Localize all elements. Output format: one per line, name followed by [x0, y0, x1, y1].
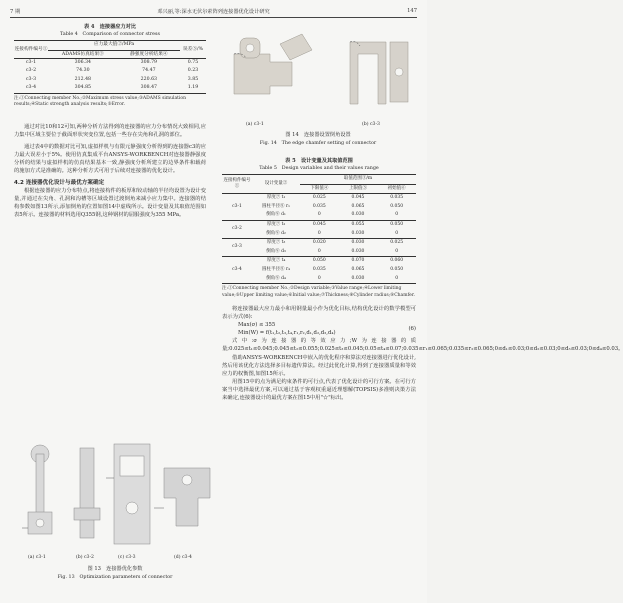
table-row	[14, 67, 206, 76]
table-cell: 圆柱半径⑧ r₁	[262, 203, 290, 209]
table-cell: 0.070	[351, 258, 365, 264]
table-cell: 0.065	[351, 266, 365, 272]
table5-head-initial: 初始值⑥	[387, 185, 406, 191]
table-cell: 0.050	[312, 258, 326, 264]
table-cell: 0	[317, 212, 321, 218]
table4-note: 注:①Connecting member No.;②Maximum stress value;③ADAMS simulation results;④Static strength analysis results;⑤Error.	[14, 95, 186, 108]
table-cell: 308.79	[140, 59, 158, 65]
table5-title-en: Table 5 Design variables and their values range	[259, 166, 379, 171]
table-row	[222, 266, 416, 275]
table5-note: 注:①Connecting member No.;②Design variable;③Value range;④Lower limiting value;⑤Upper limiting value;⑥Initial value;⑦Thickness;⑧Cylinder radius;⑨Chamfer.	[222, 286, 415, 298]
table-row	[14, 58, 206, 67]
table-cell: 0.045	[351, 195, 365, 201]
chamfer-drawing	[220, 24, 416, 120]
table5-head-lower: 下限值④	[310, 185, 329, 191]
table-row	[222, 239, 416, 248]
table4	[14, 40, 206, 94]
left-column	[14, 24, 206, 219]
table-cell: 1.19	[187, 85, 199, 91]
table-cell: 厚度⑦ t₄	[266, 258, 286, 264]
table4-head-id: 连接构件编号①	[14, 46, 48, 52]
table-cell: 308.47	[140, 85, 158, 91]
table-cell: c3-3	[25, 76, 37, 82]
table-cell: 倒角⑨ d₂	[266, 230, 286, 236]
fig13-caption-en: Fig. 13 Optimization parameters of connector	[57, 575, 173, 580]
table-cell: c3-2	[232, 226, 242, 232]
paragraph: 根据连接器的应力分布特点,将连接构件的板厚和铰动轴的半径均设置为设计变量,并通过在尖角、孔洞和沟槽等区域设置过渡倒角来减小应力集中。连接器的结构参数如图13所示,添加倒角的位置如图14中虚线所示。设计变量及其取值范围如表5所示。连接器的材料选用Q355钢,这种钢材的屈服强度为355 MPa。	[14, 187, 206, 218]
table-row	[222, 220, 416, 229]
table4-title-en: Table 4 Comparison of connector stress	[60, 32, 160, 37]
table-cell: c3-1	[25, 59, 37, 65]
table-cell: 0	[395, 248, 399, 254]
table-row	[222, 257, 416, 266]
table-cell: 0.035	[312, 266, 326, 272]
table5	[222, 174, 416, 284]
table4-head-group: 应力最大值②/MPa	[48, 41, 180, 51]
table-row	[222, 248, 416, 257]
equation-line: Max(σ) ≤ 355	[238, 322, 276, 329]
running-title: 邓兴丽,等:深水无伏尔索阵列连接器优化设计研究	[157, 9, 270, 15]
table-cell: 0.050	[390, 266, 404, 272]
table-cell: 0	[395, 275, 399, 281]
table-row	[222, 275, 416, 284]
table-cell: 0.055	[351, 221, 365, 227]
table-cell: 0.050	[390, 221, 404, 227]
table-cell: 3.85	[187, 76, 199, 82]
fig13-label-a: (a) c3-1	[28, 555, 46, 560]
table-cell: 0.030	[351, 248, 365, 254]
table-cell: 0.035	[390, 195, 404, 201]
table-cell: c3-3	[232, 244, 242, 250]
table-row	[14, 76, 206, 85]
table-cell: 0	[317, 230, 321, 236]
right-column	[222, 158, 623, 402]
table-cell: 74.30	[76, 68, 90, 74]
table-cell: 0.030	[351, 212, 365, 218]
table-cell: 0.23	[187, 68, 199, 74]
figure-13	[14, 438, 216, 586]
table-cell: c3-2	[25, 68, 37, 74]
fig13-label-c: (c) c3-3	[118, 555, 136, 560]
table-cell: 0	[317, 248, 321, 254]
table-cell: 倒角⑨ d₄	[266, 275, 286, 281]
table4-head-adams: ADAMS仿真结果③	[61, 51, 104, 57]
equation-6	[222, 321, 416, 337]
table-cell: 厚度⑦ t₁	[266, 195, 286, 201]
fig13-label-d: (d) c3-4	[174, 555, 192, 560]
section-heading: 4.2 连接器优化设计与最优方案确定	[14, 179, 105, 186]
paragraph: 通过对比10和12可知,两种分析方法得到的连接器的应力分布情况大致相同,应力集中区域主要位于截面形状突变位置,包括一些存在尖角和孔洞的部位。	[14, 123, 206, 139]
figure-14	[220, 24, 416, 154]
table-cell: 厚度⑦ t₃	[266, 240, 286, 246]
table-cell: 0.050	[390, 203, 404, 209]
page-number: 147	[407, 8, 417, 14]
table-cell: 倒角⑨ d₁	[266, 212, 286, 218]
paragraph: 通过表4中的数据对比可知,虚拟样机与有限元静强度分析得到的连接器c3的应力最大误差小于5%。使用仿真集成平台ANSYS-WORKBENCH对连接器静强度分析的结果与虚拟样机的仿真结果基本一致,静强度分析所建立的边界条件和载荷的施加方式是准确的。这种分析方式可用于后续对连接器的优化设计。	[14, 144, 206, 175]
fig14-label-a: (a) c3-1	[246, 122, 264, 127]
fig13-caption: 图 13 连接器优化参数	[87, 566, 143, 572]
table-cell: 厚度⑦ t₂	[266, 221, 286, 227]
connector-parameters-drawing	[14, 438, 216, 556]
table-cell: 0	[395, 212, 399, 218]
table-cell: c3-4	[25, 85, 37, 91]
paragraph: 用图15中的点为满足约束条件的可行点,代表了优化设计的可行方案。在可行方案当中选择最优方案,可以通过基于客观权重逼近理想解(TOPSIS)多准则决策方法来确定,连接器设计的最优方案在图15中用"☆"标出。	[222, 378, 416, 401]
table5-title: 表 5 设计变量及其取值范围	[285, 158, 353, 164]
table-row	[222, 194, 416, 203]
fig14-caption: 图 14 连接器设置倒角设置	[285, 132, 351, 138]
table-cell: 圆柱半径⑧ r₄	[262, 266, 290, 272]
equation-number: (6)	[408, 326, 416, 333]
table5-head-variable: 设计变量②	[264, 180, 288, 186]
table5-head-upper: 上限值⑤	[348, 185, 367, 191]
table-cell: 0.030	[351, 230, 365, 236]
running-header	[10, 6, 417, 18]
table-cell: 0	[317, 275, 321, 281]
fig14-label-b: (b) c3-3	[362, 122, 380, 127]
table-cell: 0.75	[187, 59, 199, 65]
table-cell: 0	[395, 230, 399, 236]
table-cell: c3-4	[232, 266, 242, 272]
table-cell: 0.060	[390, 258, 404, 264]
table-cell: 220.63	[140, 76, 158, 82]
table-row	[222, 230, 416, 239]
table-cell: 0.030	[351, 275, 365, 281]
fig13-label-b: (b) c3-2	[76, 555, 94, 560]
table-cell: 倒角⑨ d₃	[266, 248, 286, 254]
table-cell: 0.035	[312, 203, 326, 209]
paragraph: 将连接器最大应力最小和用钢量最小作为优化目标,结构优化设计的数学模型可表示为式(6):	[222, 306, 416, 321]
table-cell: 306.34	[74, 59, 92, 65]
table-cell: 0.045	[312, 221, 326, 227]
fig14-caption-en: Fig. 14 The edge chamfer setting of connector	[259, 141, 377, 146]
table-row	[222, 211, 416, 220]
table-row	[222, 203, 416, 212]
table-cell: 0.065	[351, 203, 365, 209]
issue-number: 7 期	[10, 9, 21, 15]
table5-head-group: 取值范围③/m	[300, 175, 416, 185]
table-cell: 0.020	[312, 240, 326, 246]
table-cell: 74.47	[142, 68, 156, 74]
table-cell: 304.85	[74, 85, 92, 91]
table-row	[14, 84, 206, 93]
table4-head-static: 静强度分析结果④	[130, 51, 168, 57]
table-cell: 212.48	[74, 76, 92, 82]
table-cell: c3-1	[232, 203, 242, 209]
equation-line: Min(W) = f(t₁,t₂,t₃,t₄,r₁,r₂,d₁,d₂,d₃,d₄)	[238, 330, 336, 337]
table-cell: 0.025	[312, 195, 326, 201]
table4-title: 表 4 连接器应力对比	[83, 24, 137, 30]
paragraph: 式中:σ为连接器的等效应力;W为连接器的质量;0.025≤t₁≤0.045;0.045≤t₂≤0.055;0.025≤t₃≤0.045;0.05≤t₄≤0.07;0.035≤r₁≤0.065;0.035≤r₂≤0.065;0≤d₁≤0.03;0≤d₂≤0.03;0≤d₃≤0.03;0≤d₄≤0.03。	[222, 338, 623, 353]
table-cell: 0.030	[351, 240, 365, 246]
table5-head-id: 连接构件编号①	[223, 177, 251, 190]
paragraph: 借助ANSYS-WORKBENCH中嵌入的优化程序和算法对连接器进行优化设计,然后用该优化方法选择多目标遗传算法。经过此优化计算,得到了连接器质量和等效应力的权衡图,如图15所示。	[222, 354, 416, 377]
table-cell: 0.025	[390, 240, 404, 246]
table4-head-error: 误差⑤/%	[182, 46, 204, 52]
